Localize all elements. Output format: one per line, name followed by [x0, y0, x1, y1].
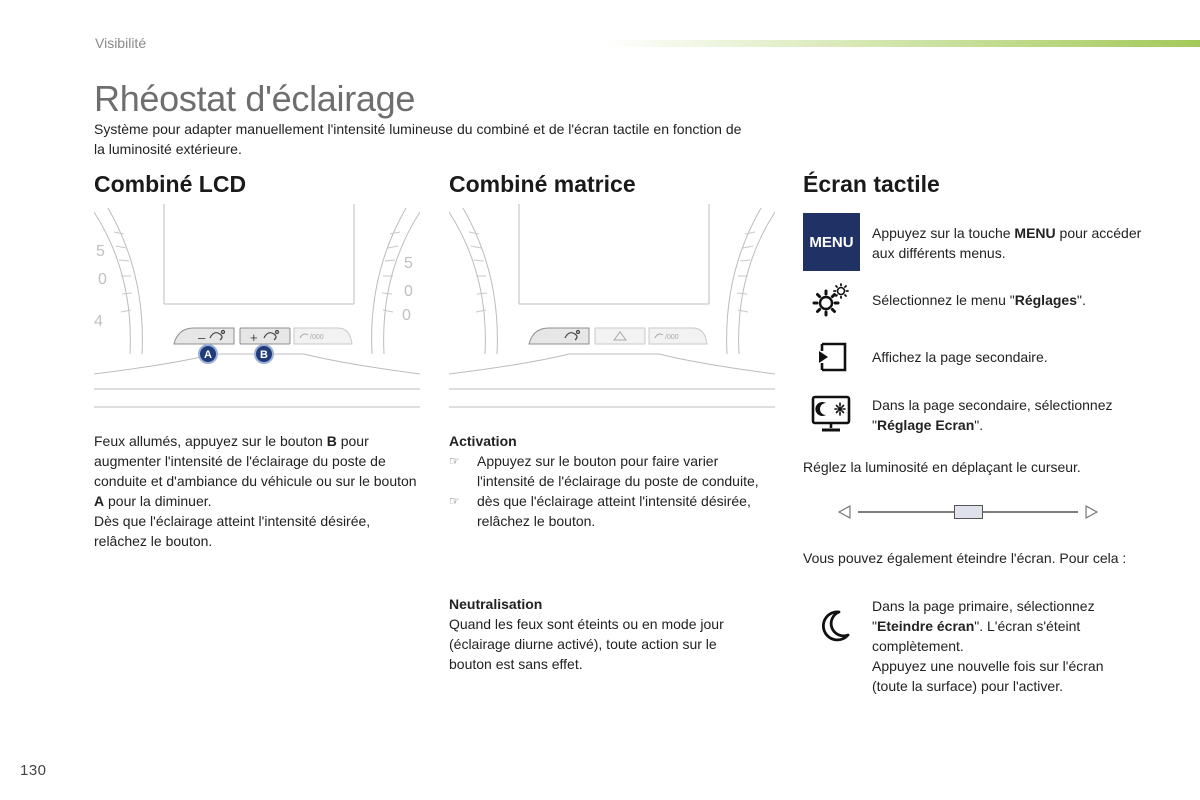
pointing-hand-icon: ☞ — [449, 454, 460, 468]
heading-combine-lcd: Combiné LCD — [94, 171, 247, 197]
turn-off-intro: Vous pouvez également éteindre l'écran. Pour cela : — [803, 550, 1127, 566]
bold-text: B — [326, 433, 337, 449]
lcd-instructions — [94, 431, 424, 551]
list-item — [449, 451, 761, 491]
slider-instruction: Réglez la luminosité en déplaçant le curseur. — [803, 459, 1081, 475]
plus-symbol: + — [250, 330, 258, 345]
step-menu-text — [872, 223, 1142, 263]
step-screen-setting-text — [872, 395, 1142, 435]
text-run: Dans la page primaire, sélectionnez " — [872, 598, 1095, 634]
turn-off-instructions — [872, 596, 1142, 696]
bold-text: Réglage Ecran — [876, 417, 975, 433]
list-item-text: Appuyez sur le bouton pour faire varier l'intensité de l'éclairage du poste de conduite, — [477, 453, 759, 489]
dial-number: 0 — [404, 283, 413, 300]
heading-combine-matrice: Combiné matrice — [449, 171, 636, 197]
bold-text: Eteindre écran — [876, 618, 975, 634]
text-run: ". — [1076, 292, 1086, 308]
pointing-hand-icon: ☞ — [449, 494, 460, 508]
intro-text: Système pour adapter manuellement l'intensité lumineuse du combiné et de l'écran tactile en fonction de la luminosité extérieure. — [94, 121, 742, 157]
text-run: Affichez la page secondaire. — [872, 349, 1048, 365]
neutralisation-heading: Neutralisation — [449, 596, 543, 612]
slider-decrease-arrow — [839, 506, 850, 518]
minus-symbol: – — [198, 330, 206, 345]
text-run: Appuyez sur la touche — [872, 225, 1015, 241]
screen-brightness-icon[interactable] — [810, 394, 852, 434]
badge-a-label: A — [204, 349, 212, 361]
matrix-activation-block — [449, 431, 761, 531]
svg-text:/000: /000 — [665, 334, 679, 341]
matrix-neutralisation-block — [449, 594, 761, 674]
turn-off-paragraph-1 — [872, 596, 1142, 656]
slider-increase-arrow — [1086, 506, 1097, 518]
faint-button[interactable] — [595, 328, 645, 344]
text-run: pour accéder aux différents menus. — [872, 225, 1142, 261]
activation-list — [449, 451, 761, 531]
bold-text: MENU — [1014, 225, 1056, 241]
text-run: Dans la page secondaire, sélectionnez " — [872, 397, 1113, 433]
turn-off-paragraph-2: Appuyez une nouvelle fois sur l'écran (toute la surface) pour l'activer. — [872, 658, 1104, 694]
dial-number: 0 — [402, 307, 411, 324]
text-run: pour augmenter l'intensité de l'éclairage du poste de conduite et d'ambiance du véhicule ou sur le bouton — [94, 433, 417, 489]
matrix-cluster-illustration — [449, 204, 775, 410]
step-settings-text — [872, 290, 1142, 310]
page-title: Rhéostat d'éclairage — [94, 78, 416, 119]
text-run: Feux allumés, appuyez sur le bouton — [94, 433, 327, 449]
lcd-paragraph-1 — [94, 431, 424, 511]
list-item-text: dès que l'éclairage atteint l'intensité désirée, relâchez le bouton. — [477, 493, 751, 529]
header-accent-bar — [605, 40, 1200, 47]
dimmer-button[interactable] — [529, 328, 589, 344]
svg-text:/000: /000 — [310, 334, 324, 341]
dial-number: 5 — [404, 255, 413, 272]
moon-icon[interactable] — [817, 609, 851, 643]
step-secondary-text — [872, 347, 1142, 367]
text-run: pour la diminuer. — [104, 493, 212, 509]
text-run: ". — [974, 417, 984, 433]
slider-thumb[interactable] — [954, 505, 983, 519]
menu-key-icon[interactable]: MENU — [803, 213, 860, 271]
dial-number: 5 — [96, 243, 105, 260]
text-run: Sélectionnez le menu " — [872, 292, 1015, 308]
lcd-cluster-illustration — [94, 204, 420, 410]
page-number: 130 — [20, 762, 47, 779]
secondary-page-icon[interactable] — [816, 341, 848, 373]
lcd-paragraph-2: Dès que l'éclairage atteint l'intensité désirée, relâchez le bouton. — [94, 513, 371, 549]
activation-heading: Activation — [449, 433, 517, 449]
heading-ecran-tactile: Écran tactile — [803, 171, 940, 197]
badge-b-label: B — [260, 349, 268, 361]
text-run: ". L'écran s'éteint complètement. — [872, 618, 1081, 654]
bold-text: Réglages — [1014, 292, 1077, 308]
settings-gears-icon[interactable] — [810, 282, 852, 320]
dial-number: 4 — [94, 313, 103, 330]
list-item — [449, 491, 761, 531]
neutralisation-text: Quand les feux sont éteints ou en mode jour (éclairage diurne activé), toute action sur le bouton est sans effet. — [449, 616, 724, 672]
dial-number: 0 — [98, 271, 107, 288]
brightness-slider[interactable] — [838, 501, 1098, 523]
section-label: Visibilité — [95, 35, 147, 51]
bold-text: A — [94, 493, 105, 509]
